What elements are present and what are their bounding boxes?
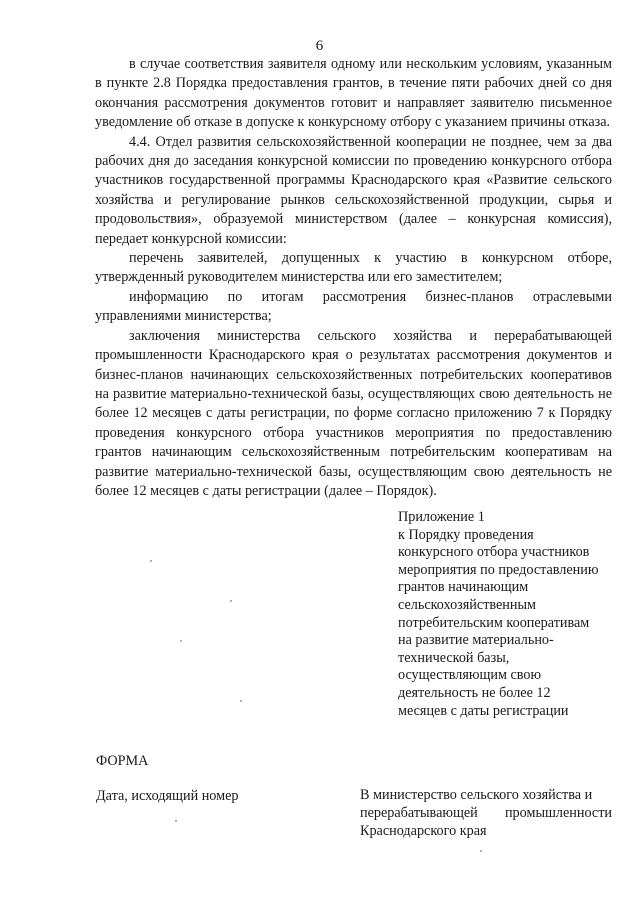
recipient-line: [360, 804, 612, 822]
date-outgoing-number-label: Дата, исходящий номер: [96, 788, 239, 804]
recipient-word: промышленности: [504, 805, 612, 821]
page-number: 6: [315, 38, 324, 54]
scan-speck: [175, 820, 177, 822]
appendix-line: мероприятия по предоставлению: [398, 561, 599, 578]
appendix-line: сельскохозяйственным: [398, 596, 537, 613]
recipient-line: Краснодарского края: [360, 823, 487, 839]
appendix-line: грантов начинающим: [398, 579, 529, 596]
appendix-line: деятельность не более 12: [398, 684, 551, 701]
paragraph-refusal-notice: в случае соответствия заявителя одному или нескольким условиям, указанным в пункте 2.8 Порядка предоставления грантов, в течение пяти рабочих дней со дня окончания рассмотрения документов готовит и направляет заявителю письменное уведомление об отказе в допуске к конкурсному отбору с указанием причины отказа.: [95, 56, 612, 131]
paragraph-business-plans-info: информацию по итогам рассмотрения бизнес-планов отраслевыми управлениями министерства;: [95, 288, 612, 325]
scan-speck: [240, 700, 242, 702]
paragraph-4-4: 4.4. Отдел развития сельскохозяйственной кооперации не позднее, чем за два рабочих дня до заседания конкурсной комиссии по проведению конкурсного отбора участников государственной программы Краснодарского края «Развитие сельского хозяйства и регулирование рынков сельскохозяйственной продукции, сырья и продовольствия», образуемой министерством (далее – конкурсная комиссия), передает конкурсной комиссии:: [95, 133, 612, 247]
appendix-line: потребительским кооперативам: [398, 614, 590, 631]
scan-speck: [230, 600, 232, 602]
paragraph-ministry-conclusions: заключения министерства сельского хозяйства и перерабатывающей промышленности Краснодарского края о результатах рассмотрения документов и бизнес-планов начинающих сельскохозяйственных потребительских кооперативов на развитие материально-технической базы, осуществляющих свою деятельность не более 12 месяцев с даты регистрации, по форме согласно приложению 7 к Порядку проведения конкурсного отбора участников мероприятия по предоставлению грантов начинающим сельскохозяйственным потребительским кооперативам на развитие материально-технической базы, осуществляющим свою деятельность не более 12 месяцев с даты регистрации (далее – Порядок).: [95, 327, 612, 499]
recipient-word: перерабатывающей: [360, 805, 478, 821]
scan-speck: [150, 560, 152, 562]
appendix-line: конкурсного отбора участников: [398, 544, 590, 561]
form-label: ФОРМА: [96, 753, 149, 769]
appendix-line: к Порядку проведения: [398, 526, 534, 543]
scan-speck: [180, 640, 182, 642]
appendix-line: технической базы,: [398, 649, 510, 666]
appendix-line: осуществляющим свою: [398, 667, 542, 684]
appendix-reference: [398, 509, 612, 720]
scan-speck: [480, 850, 482, 852]
paragraph-applicants-list: перечень заявителей, допущенных к участию в конкурсном отборе, утвержденный руководителем министерства или его заместителем;: [95, 250, 612, 286]
recipient-line: В министерство сельского хозяйства и: [360, 787, 593, 803]
appendix-line: на развитие материально-: [398, 632, 554, 649]
main-text: [95, 55, 612, 501]
appendix-line: месяцев с даты регистрации: [398, 702, 569, 719]
appendix-line: Приложение 1: [398, 509, 485, 525]
recipient-block: [360, 786, 612, 840]
